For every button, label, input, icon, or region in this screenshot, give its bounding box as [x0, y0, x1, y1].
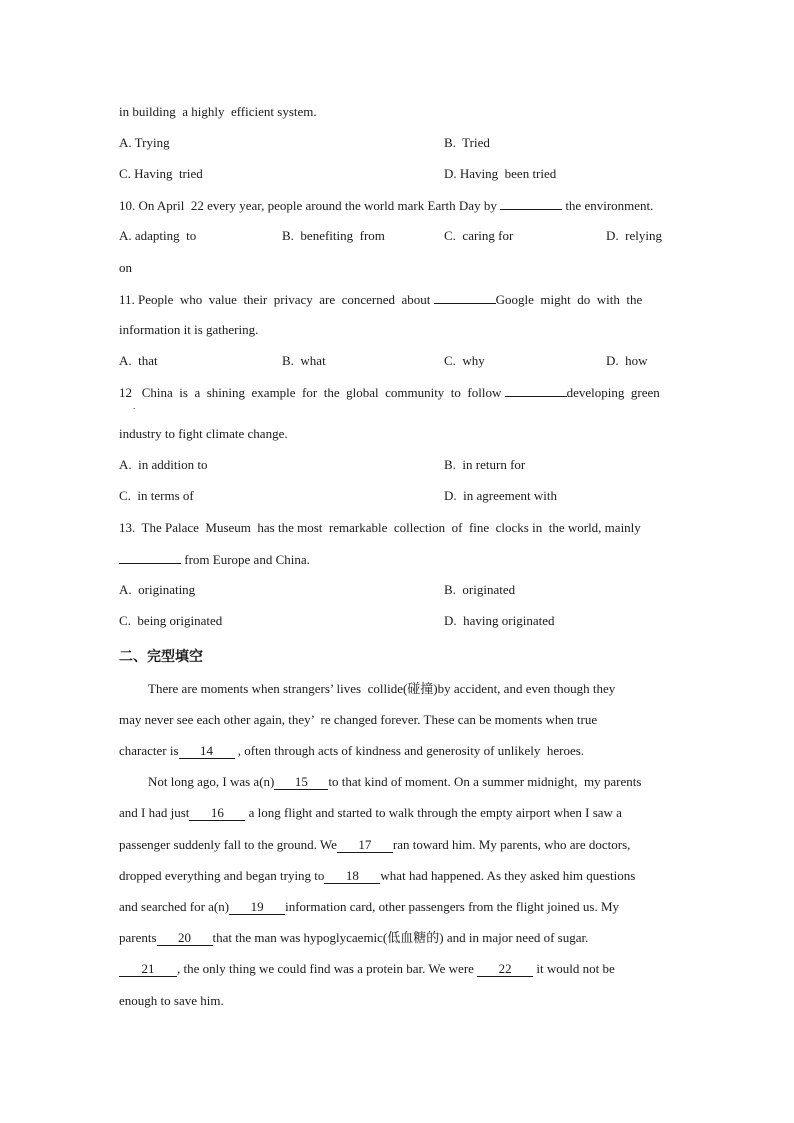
- cloze-blank-16: 16: [189, 806, 245, 821]
- q11-answer-blank: [434, 291, 496, 304]
- cloze-blank-21: 21: [119, 962, 177, 977]
- q12-answer-blank: [505, 384, 567, 397]
- passage-text: a long flight and started to walk through the empty airport when I saw a: [248, 805, 622, 820]
- q11-option-b: B. what: [282, 353, 326, 368]
- q13-stem-line2: [119, 551, 310, 568]
- passage-text: , the only thing we could find was a protein bar. We were: [177, 961, 474, 976]
- passage-p2-line3: [119, 837, 630, 853]
- q12-stem-part-b: developing green: [566, 385, 660, 400]
- q11-option-c: C. why: [444, 353, 485, 368]
- q9-option-b: B. Tried: [444, 135, 490, 150]
- q9-option-d: D. Having been tried: [444, 166, 557, 181]
- q13-option-b: B. originated: [444, 582, 516, 597]
- q10-option-c: C. caring for: [444, 228, 514, 243]
- q12-option-d: D. in agreement with: [444, 488, 557, 503]
- passage-text: , often through acts of kindness and generosity of unlikely heroes.: [237, 743, 585, 758]
- cloze-blank-22: 22: [477, 962, 533, 977]
- passage-text: information card, other passengers from the flight joined us. My: [285, 899, 620, 914]
- passage-p2-line5: [119, 899, 619, 915]
- q11-option-a: A. that: [119, 353, 158, 368]
- passage-text: it would not be: [536, 961, 615, 976]
- q9-stem-tail: in building a highly efficient system.: [119, 104, 317, 119]
- q12-option-c: C. in terms of: [119, 488, 194, 503]
- q12-stem-part-a: China is a shining example for the global community to follow: [141, 385, 502, 400]
- passage-p1-line2: may never see each other again, they’ re changed forever. These can be moments when true: [119, 712, 598, 727]
- q11-stem-part-b: Google might do with the: [495, 292, 643, 307]
- passage-p2-line7: [119, 961, 615, 977]
- q12-stem-line1: [119, 384, 660, 401]
- q13-option-c: C. being originated: [119, 613, 223, 628]
- q12-stem-line2: industry to fight climate change.: [119, 426, 288, 441]
- q10-option-d-wrap: on: [119, 260, 132, 275]
- section-heading-cloze: 二、完型填空: [119, 649, 203, 665]
- passage-p1-line1: There are moments when strangers’ lives collide(碰撞)by accident, and even though they: [148, 681, 616, 696]
- passage-text: passenger suddenly fall to the ground. We: [119, 837, 337, 852]
- q11-stem-part-a: 11. People who value their privacy are concerned about: [119, 292, 431, 307]
- passage-text: character is: [119, 743, 179, 758]
- q12-number: 12: [119, 385, 132, 400]
- passage-p2-line4: [119, 868, 635, 884]
- q12-option-a: A. in addition to: [119, 457, 208, 472]
- q11-stem-line1: [119, 291, 642, 308]
- cloze-blank-19: 19: [229, 900, 285, 915]
- q13-stem-line1: 13. The Palace Museum has the most remarkable collection of fine clocks in the world, mainly: [119, 520, 641, 535]
- cloze-blank-14: 14: [179, 744, 235, 759]
- passage-p1-line3: [119, 743, 584, 759]
- passage-p2-line8: enough to save him.: [119, 993, 224, 1008]
- q10-answer-blank: [500, 197, 562, 210]
- q10-stem-part-b: the environment.: [565, 198, 654, 213]
- q10-option-b: B. benefiting from: [282, 228, 385, 243]
- passage-text: Not long ago, I was a(n): [148, 774, 275, 789]
- q9-option-c: C. Having tried: [119, 166, 203, 181]
- passage-text: dropped everything and began trying to: [119, 868, 325, 883]
- passage-text: what had happened. As they asked him questions: [380, 868, 636, 883]
- q9-option-a: A. Trying: [119, 135, 170, 150]
- passage-text: and searched for a(n): [119, 899, 230, 914]
- passage-p2-line2: [119, 805, 622, 821]
- q10-option-a: A. adapting to: [119, 228, 197, 243]
- q13-option-d: D. having originated: [444, 613, 555, 628]
- q10-stem-part-a: 10. On April 22 every year, people around the world mark Earth Day by: [119, 198, 497, 213]
- passage-p2-line6: [119, 930, 588, 946]
- q10-option-d: D. relying: [606, 228, 662, 243]
- cloze-blank-17: 17: [337, 838, 393, 853]
- passage-text: and I had just: [119, 805, 190, 820]
- passage-p2-line1: [148, 774, 641, 790]
- q13-answer-blank: [119, 551, 181, 564]
- q10-stem: [119, 197, 653, 214]
- passage-text: that the man was hypoglycaemic(低血糖的) and in major need of sugar.: [212, 930, 589, 945]
- q11-stem-line2: information it is gathering.: [119, 322, 259, 337]
- passage-text: parents: [119, 930, 157, 945]
- q13-stem-part-b: from Europe and China.: [184, 552, 310, 567]
- passage-text: ran toward him. My parents, who are doctors,: [392, 837, 631, 852]
- passage-text: to that kind of moment. On a summer midnight, my parents: [328, 774, 642, 789]
- q12-option-b: B. in return for: [444, 457, 526, 472]
- cloze-blank-15: 15: [274, 775, 328, 790]
- q13-option-a: A. originating: [119, 582, 196, 597]
- q12-number-dot: .: [133, 401, 136, 411]
- cloze-blank-18: 18: [324, 869, 380, 884]
- q11-option-d: D. how: [606, 353, 648, 368]
- cloze-blank-20: 20: [157, 931, 213, 946]
